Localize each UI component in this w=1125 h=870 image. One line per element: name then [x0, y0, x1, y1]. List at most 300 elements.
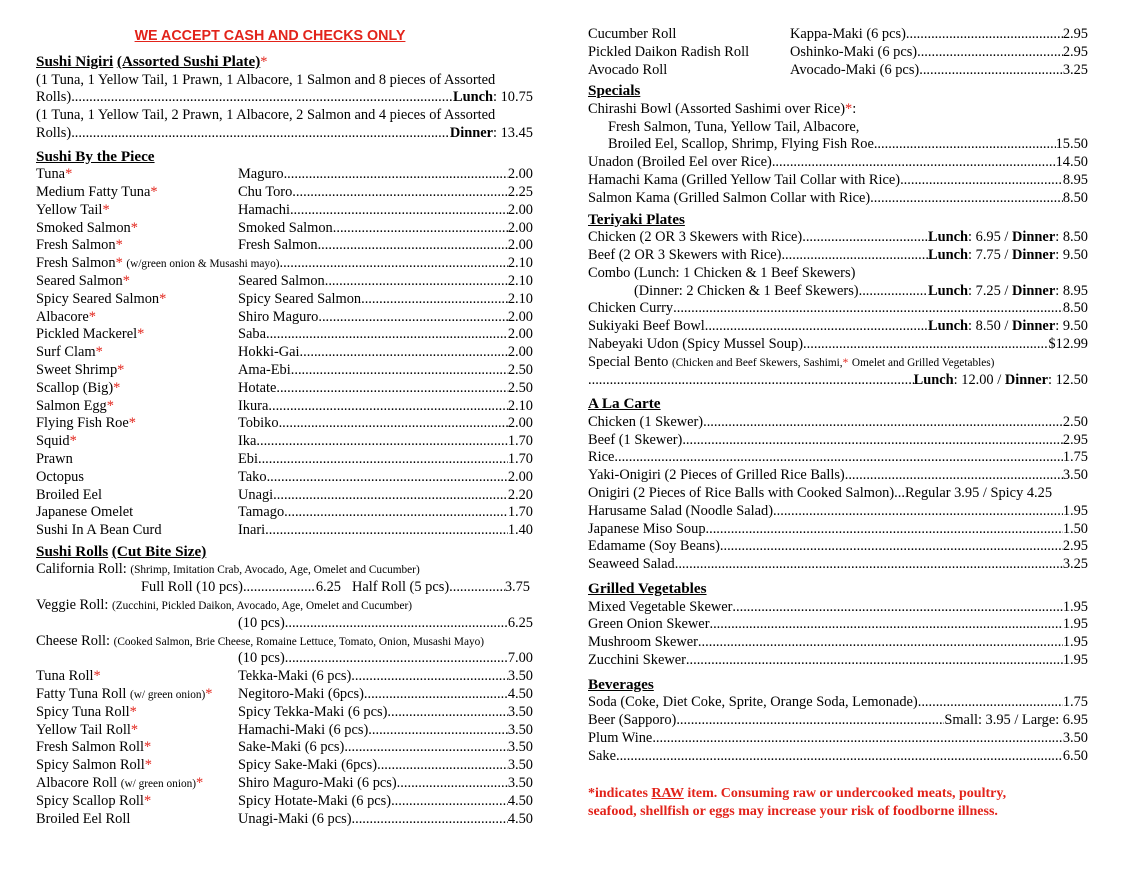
item-jp-name: Spicy Tekka-Maki (6 pcs) [238, 703, 388, 720]
lunch-label: Lunch [913, 371, 954, 388]
dot-leader [391, 793, 508, 811]
item-price: 3.25 [1062, 61, 1088, 78]
menu-item [36, 273, 533, 291]
item-name: Rice [588, 449, 615, 466]
menu-item [36, 415, 533, 433]
item-price: 3.50 [507, 703, 533, 720]
item-jp-cell [238, 522, 533, 540]
item-name-cell [36, 184, 158, 202]
lunch-price: : 7.25 / [968, 282, 1013, 299]
item-name-cell [36, 451, 73, 469]
item-jp-cell [238, 668, 533, 686]
raw-star: * [196, 774, 204, 791]
chicken-curry [588, 300, 1088, 318]
dinner-price: : 8.95 [1055, 282, 1088, 299]
dot-leader [675, 556, 1063, 574]
item-jp-cell [238, 704, 533, 722]
lunch-label: Lunch [928, 229, 969, 246]
item-price: 2.95 [1062, 43, 1088, 60]
item-name-cell [36, 487, 102, 505]
dot-leader [300, 344, 508, 362]
beverages-header [588, 676, 1088, 695]
item-name-cell [588, 26, 676, 44]
item-price: 1.70 [507, 450, 533, 467]
item-name: Sushi In A Bean Curd [36, 522, 162, 539]
item-desc: (Shrimp, Imitation Crab, Avocado, Age, Omelet and Cucumber) [130, 564, 420, 577]
item-name-cell [36, 686, 212, 704]
dot-leader [703, 414, 1063, 432]
dinner-price: : 9.50 [1055, 246, 1088, 263]
payment-banner: WE ACCEPT CASH AND CHECKS ONLY [134, 28, 406, 44]
specials-list [588, 154, 1088, 207]
item-jp-name: Tobiko [238, 415, 279, 432]
item-name: Seared Salmon [36, 272, 123, 289]
grilled-header [588, 580, 1088, 599]
item-jp-cell [790, 44, 1088, 62]
specials-header [588, 82, 1088, 101]
menu-item [36, 704, 533, 722]
item-jp-cell [238, 722, 533, 740]
dot-leader [266, 326, 508, 344]
menu-item [36, 811, 533, 829]
item-name: Chicken (1 Skewer) [588, 413, 704, 430]
item-price: 2.20 [507, 486, 533, 503]
item-desc: Broiled Eel, Scallop, Shrimp, Flying Fish Roe [608, 136, 874, 153]
item-name: Fresh Salmon [36, 237, 116, 254]
item-price: 2.10 [507, 255, 533, 272]
item-jp-cell [238, 202, 533, 220]
item-name: Spicy Seared Salmon [36, 290, 160, 307]
by-piece-title: Sushi By the Piece [36, 147, 155, 165]
menu-item [36, 184, 533, 202]
item-price: 3.25 [1062, 556, 1088, 573]
lunch-label: Lunch [453, 89, 494, 106]
item-jp-name: Spicy Sake-Maki (6pcs) [238, 757, 378, 774]
dot-leader [333, 220, 508, 238]
item-jp-name: Hokki-Gai [238, 344, 300, 361]
full-roll-label: Full Roll (10 pcs) [141, 579, 243, 596]
menu-item-fresh-salmon-mayo [36, 255, 533, 273]
item-price: 2.00 [507, 326, 533, 343]
menu-item [588, 190, 1088, 208]
item-jp-name: Unagi [238, 486, 274, 503]
lunch-label: Lunch [928, 318, 969, 335]
item-jp-name: Tako [238, 468, 267, 485]
lunch-label: Lunch [928, 282, 969, 299]
item-jp-name: Unagi-Maki (6 pcs) [238, 810, 352, 827]
item-name-cell [36, 344, 103, 362]
menu-item [588, 556, 1088, 574]
dot-leader [772, 154, 1056, 172]
item-colon: : [852, 100, 857, 117]
item-jp-cell [238, 504, 533, 522]
raw-star: * [260, 54, 268, 70]
item-price: 3.50 [507, 721, 533, 738]
menu-item [588, 62, 1088, 80]
dot-leader [845, 467, 1063, 485]
dot-leader [706, 521, 1063, 539]
raw-star: * [102, 201, 110, 218]
item-jp-cell [238, 487, 533, 505]
menu-item [588, 414, 1088, 432]
dot-leader [268, 398, 507, 416]
item-desc: (Chicken and Beef Skewers, Sashimi, [671, 356, 843, 369]
dot-leader [364, 686, 508, 704]
item-name: Japanese Omelet [36, 504, 134, 521]
menu-item [36, 220, 533, 238]
item-name: Harusame Salad (Noodle Salad) [588, 502, 774, 519]
item-price: 6.50 [1062, 747, 1088, 764]
beverage-beer [588, 712, 1088, 730]
teriyaki-chicken [588, 229, 1088, 247]
nigiri-title: Sushi Nigiri [36, 53, 114, 70]
dinner-label: Dinner [1012, 246, 1056, 263]
item-jp-name: Spicy Seared Salmon [238, 290, 362, 307]
menu-item [588, 432, 1088, 450]
raw-star: * [122, 272, 130, 289]
item-price: $12.99 [1048, 335, 1088, 352]
menu-item [36, 668, 533, 686]
item-jp-cell [238, 793, 533, 811]
item-name-cell [588, 44, 749, 62]
beverages-title: Beverages [588, 675, 654, 693]
item-name-cell [36, 202, 110, 220]
item-price: 2.25 [507, 183, 533, 200]
cheese-roll-qty [36, 650, 533, 668]
item-price: 8.95 [1062, 172, 1088, 189]
menu-item [36, 433, 533, 451]
dot-leader [291, 362, 508, 380]
menu-item [588, 449, 1088, 467]
item-price: 3.50 [1062, 729, 1088, 746]
item-name: Tuna [36, 166, 66, 183]
item-name: California Roll: [36, 561, 127, 578]
item-jp-name: Sake-Maki (6 pcs) [238, 739, 345, 756]
item-price: 1.95 [1062, 616, 1088, 633]
item-jp-name: Kappa-Maki (6 pcs) [790, 26, 906, 42]
dot-leader [256, 433, 507, 451]
dot-leader [732, 599, 1062, 617]
item-name: Cheese Roll: [36, 632, 110, 649]
item-name-cell [36, 811, 130, 829]
dinner-label: Dinner [1004, 371, 1049, 388]
sukiyaki-beef-bowl [588, 318, 1088, 336]
item-name: Beef (2 OR 3 Skewers with Rice) [588, 246, 782, 263]
menu-item [36, 722, 533, 740]
item-price: 2.95 [1062, 538, 1088, 555]
item-name: Yellow Tail Roll [36, 721, 131, 738]
raw-star: * [150, 183, 158, 200]
beverage-soda [588, 694, 1088, 712]
right-column [588, 26, 1088, 821]
dinner-price: : 8.50 [1055, 229, 1088, 246]
item-desc-2: Omelet and Grilled Vegetables) [851, 356, 995, 369]
item-jp-name: Fresh Salmon [238, 237, 318, 254]
item-jp-cell [238, 451, 533, 469]
item-jp-cell [238, 433, 533, 451]
item-price: 4.50 [507, 686, 533, 702]
teriyaki-beef [588, 247, 1088, 265]
chirashi-desc-2 [588, 136, 1088, 154]
item-price: 1.70 [507, 504, 533, 521]
item-name: Mixed Vegetable Skewer [588, 598, 733, 615]
item-jp-name: Oshinko-Maki (6 pcs) [790, 43, 918, 60]
half-roll-label: Half Roll (5 pcs) [352, 579, 450, 596]
item-jp-cell [238, 273, 533, 291]
item-name-cell [36, 504, 133, 522]
menu-item [36, 362, 533, 380]
item-name-cell [36, 722, 138, 740]
disclaimer-line2: seafood, shellfish or eggs may increase your risk of foodborne illness. [588, 804, 998, 820]
dinner-label: Dinner [1012, 282, 1056, 299]
menu-item [36, 326, 533, 344]
menu-item [36, 757, 533, 775]
item-price: 1.95 [1062, 598, 1088, 615]
dot-leader [352, 811, 508, 829]
menu-item [36, 793, 533, 811]
dot-leader [900, 172, 1063, 190]
item-jp-cell [790, 26, 1088, 44]
nigiri-dinner-price: : 13.45 [493, 124, 533, 141]
raw-star: * [93, 668, 101, 685]
lunch-price: : 8.50 / [968, 318, 1013, 335]
raw-star: * [143, 792, 152, 809]
item-name: Yellow Tail [36, 201, 103, 218]
lunch-label: Lunch [928, 246, 969, 263]
nigiri-header [36, 53, 533, 72]
dot-leader [276, 380, 507, 398]
veggie-roll [36, 597, 533, 615]
menu-item [36, 398, 533, 416]
menu-item [588, 154, 1088, 172]
california-roll [36, 561, 533, 579]
item-name-cell [36, 166, 72, 184]
item-price: 1.95 [1062, 634, 1088, 651]
item-price: 2.50 [1062, 413, 1088, 430]
raw-star: * [845, 100, 853, 117]
item-name: Spicy Tuna Roll [36, 703, 130, 720]
dot-leader [368, 722, 508, 740]
item-price: 1.70 [507, 433, 533, 450]
item-price: 7.00 [507, 650, 533, 667]
item-name: Spicy Salmon Roll [36, 757, 145, 774]
item-qty: (10 pcs) [238, 650, 285, 667]
item-jp-cell [238, 739, 533, 757]
disclaimer-pre: *indicates [588, 786, 652, 802]
item-name: Sweet Shrimp [36, 361, 118, 378]
dot-leader [397, 775, 508, 793]
item-name: Special Bento [588, 353, 669, 370]
menu-item [36, 504, 533, 522]
dot-leader [267, 469, 508, 487]
item-jp-cell [238, 775, 533, 793]
alacarte-list-2 [588, 503, 1088, 574]
item-price: 15.50 [1055, 136, 1088, 153]
special-bento-price [588, 372, 1088, 390]
item-jp-name: Spicy Hotate-Maki (6 pcs) [238, 792, 392, 809]
menu-item [36, 309, 533, 327]
dot-leader [387, 704, 507, 722]
item-price: 14.50 [1055, 154, 1088, 171]
dot-leader [344, 739, 508, 757]
item-price: 2.00 [507, 166, 533, 183]
item-jp-cell [238, 398, 533, 416]
item-name: Flying Fish Roe [36, 415, 129, 432]
disclaimer-post: item. Consuming raw or undercooked meats, poultry, [683, 786, 1007, 802]
item-price: 2.95 [1062, 26, 1088, 42]
menu-item [36, 775, 533, 793]
item-price: 6.25 [507, 614, 533, 631]
item-name: Zucchini Skewer [588, 651, 686, 668]
item-name-cell [36, 415, 136, 433]
left-column [36, 22, 533, 828]
item-jp-name: Hotate [238, 379, 277, 396]
dinner-price: : 9.50 [1055, 318, 1088, 335]
grilled-title: Grilled Vegetables [588, 580, 707, 598]
item-jp-cell [238, 362, 533, 380]
dot-leader [290, 202, 508, 220]
item-name: Soda (Coke, Diet Coke, Sprite, Orange Soda, Lemonade) [588, 694, 918, 711]
item-name: Veggie Roll: [36, 597, 109, 614]
menu-item [588, 616, 1088, 634]
item-price: 4.50 [507, 810, 533, 827]
item-jp-cell [238, 757, 533, 775]
grilled-list [588, 599, 1088, 670]
item-qty: (10 pcs) [238, 614, 285, 631]
raw-star: * [115, 255, 123, 272]
item-name: Salmon Egg [36, 397, 107, 414]
dot-leader [284, 166, 508, 184]
menu-item [588, 634, 1088, 652]
raw-star: * [144, 757, 152, 774]
item-price: 2.50 [507, 379, 533, 396]
item-jp-cell [238, 811, 533, 829]
dot-leader [906, 26, 1063, 44]
item-name-cell [36, 273, 130, 291]
item-jp-name: Hamachi-Maki (6 pcs) [238, 721, 369, 738]
item-price: 2.10 [507, 272, 533, 289]
specials-title: Specials [588, 82, 641, 100]
item-name-cell [36, 793, 151, 811]
nabeyaki-udon [588, 336, 1088, 354]
item-name: Seaweed Salad [588, 556, 675, 573]
item-name: Salmon Kama (Grilled Salmon Collar with Rice) [588, 189, 871, 206]
item-name-cell [36, 433, 77, 451]
menu-item [36, 344, 533, 362]
item-name-cell [36, 522, 162, 540]
veggie-roll-qty [36, 615, 533, 633]
item-name-cell [36, 398, 114, 416]
alacarte-title: A La Carte [588, 395, 661, 413]
alacarte-header [588, 395, 1088, 414]
beverage-plum-wine [588, 730, 1088, 748]
item-name: Chirashi Bowl (Assorted Sashimi over Rice) [588, 100, 846, 117]
half-roll-price: 3.75 [504, 579, 530, 596]
menu-item [588, 652, 1088, 670]
rolls-header [36, 543, 533, 562]
item-price: 2.50 [507, 361, 533, 378]
item-name-cell [36, 309, 96, 327]
dot-leader [258, 451, 508, 469]
item-name: Scallop (Big) [36, 379, 114, 396]
item-price: 4.50 [507, 792, 533, 809]
dot-leader [698, 634, 1063, 652]
nigiri-dinner-rolls: Rolls) [36, 124, 72, 141]
item-name: Prawn [36, 450, 73, 467]
menu-item [36, 522, 533, 540]
dinner-label: Dinner [1012, 229, 1056, 246]
item-name: Fresh Salmon [36, 255, 116, 272]
item-jp-name: Ama-Ebi [238, 361, 291, 378]
roll-list-right [588, 26, 1088, 79]
raw-star: * [130, 721, 139, 738]
item-desc: (Zucchini, Pickled Daikon, Avocado, Age, Omelet and Cucumber) [111, 600, 412, 613]
nigiri-lunch-row [36, 89, 533, 107]
item-jp-name: Smoked Salmon [238, 219, 333, 236]
dot-leader [318, 237, 508, 255]
dot-leader [361, 291, 508, 309]
menu-item [588, 172, 1088, 190]
item-name: Spicy Scallop Roll [36, 792, 144, 809]
item-jp-cell [238, 326, 533, 344]
raw-star: * [130, 219, 138, 236]
dot-leader [720, 538, 1063, 556]
item-name-cell [36, 757, 152, 775]
raw-star: * [88, 308, 96, 325]
menu-item [588, 467, 1088, 485]
item-name: Sake [588, 747, 616, 764]
item-price: Small: 3.95 / Large: 6.95 [944, 712, 1088, 728]
item-name-cell [36, 469, 84, 487]
item-desc: (Cooked Salmon, Brie Cheese, Romaine Lettuce, Tomato, Onion, Musashi Mayo) [113, 635, 485, 648]
item-name: Nabeyaki Udon (Spicy Mussel Soup) [588, 335, 804, 352]
item-name-cell [36, 380, 120, 398]
teriyaki-header [588, 211, 1088, 230]
item-name: Octopus [36, 468, 84, 485]
dot-leader [686, 652, 1063, 670]
item-name: Edamame (Soy Beans) [588, 538, 720, 555]
nigiri-lunch-desc: (1 Tuna, 1 Yellow Tail, 1 Prawn, 1 Albacore, 1 Salmon and 8 pieces of Assorted [36, 71, 496, 88]
by-piece-list-2 [36, 273, 533, 540]
item-name: Plum Wine [588, 729, 653, 746]
item-name-cell [36, 326, 144, 344]
menu-item [36, 469, 533, 487]
menu-item [36, 487, 533, 505]
item-name: Medium Fatty Tuna [36, 183, 151, 200]
item-price: 2.00 [507, 415, 533, 432]
raw-star: * [205, 686, 213, 702]
dot-leader [351, 668, 508, 686]
chirashi-bowl [588, 101, 1088, 119]
item-name-cell [36, 775, 203, 793]
item-jp-cell [790, 62, 1088, 80]
dot-leader [292, 184, 508, 202]
dot-leader [614, 449, 1062, 467]
dot-leader [709, 616, 1062, 634]
item-price: 2.10 [507, 397, 533, 414]
dot-leader [919, 62, 1063, 80]
by-piece-header [36, 148, 533, 167]
item-price: 3.50 [507, 774, 533, 791]
beverage-sake [588, 748, 1088, 766]
raw-star: * [129, 703, 137, 720]
by-piece-list [36, 166, 533, 255]
dot-leader [273, 487, 508, 505]
item-jp-name: Avocado-Maki (6 pcs) [790, 61, 920, 78]
item-name: Squid [36, 433, 70, 450]
item-name-cell [36, 704, 137, 722]
item-jp-name: Shiro Maguro [238, 308, 319, 325]
